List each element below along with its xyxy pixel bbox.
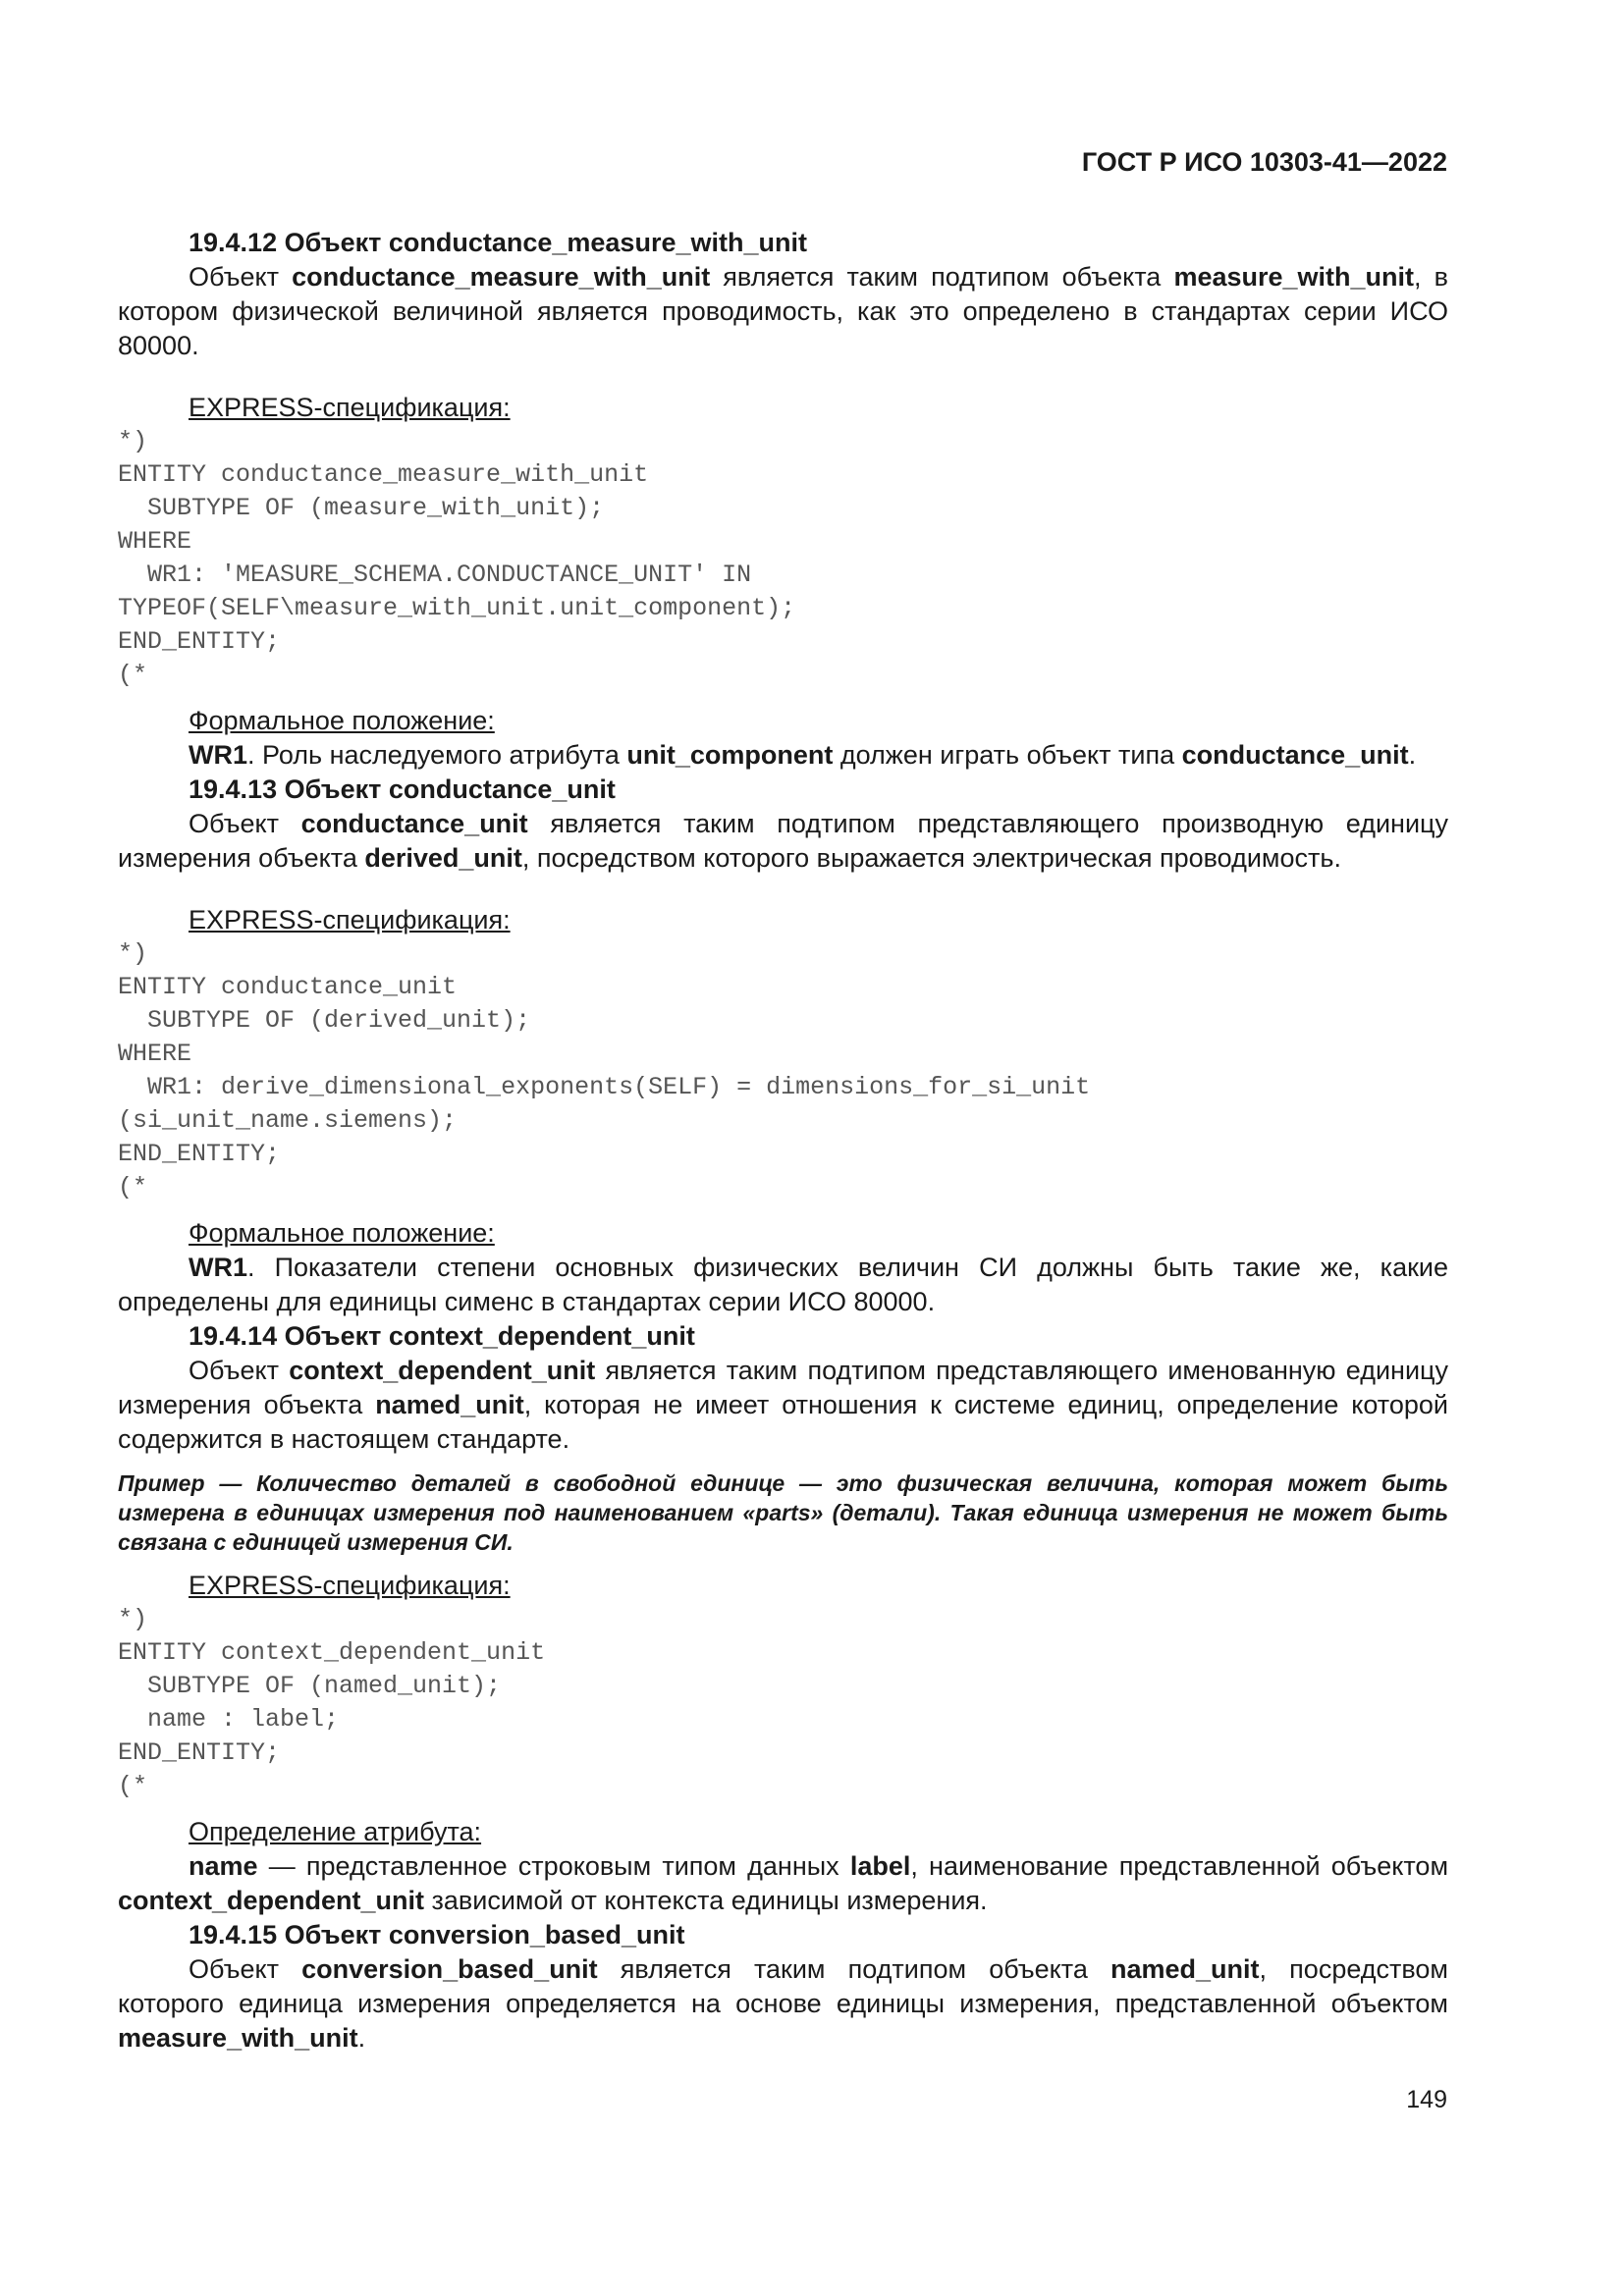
text-run: , которая не имеет отношения к системе единиц, определение которой содержится в настоящем стандарте.	[118, 1390, 1448, 1454]
section-heading-19-4-13: 19.4.13 Объект conductance_unit	[189, 774, 616, 804]
text-run: , в котором физической величиной является проводимость, как это определено в стандартах серии ИСО 80000.	[118, 262, 1448, 360]
formal-statement-label: Формальное положение:	[189, 706, 495, 735]
attribute-definition-label: Определение атрибута:	[189, 1817, 482, 1846]
formal-statement	[118, 1251, 1448, 1319]
example-note: Пример — Количество деталей в свободной единице — это физическая величина, которая может быть измерена в единицах измерения под наименованием «parts» (детали). Такая единица измерения не может быть связана с единицей измерения СИ.	[118, 1470, 1448, 1555]
text-run: .	[1408, 740, 1417, 770]
express-code-block: *) ENTITY context_dependent_unit SUBTYPE OF (named_unit); name : label; END_ENTITY; (*	[118, 1605, 546, 1800]
text-run: . Роль наследуемого атрибута	[247, 740, 627, 770]
text-run: Объект	[189, 262, 293, 292]
bold-term: name	[189, 1851, 258, 1881]
bold-term: context_dependent_unit	[118, 1886, 425, 1915]
bold-term: conductance_unit	[300, 809, 528, 838]
bold-term: named_unit	[375, 1390, 524, 1419]
text-run: , наименование представленной объектом	[910, 1851, 1448, 1881]
express-code-block: *) ENTITY conductance_measure_with_unit SUBTYPE OF (measure_with_unit); WHERE WR1: 'MEASURE_SCHEMA.CONDUCTANCE_UNIT' IN TYPEOF(SELF\measure_with_unit.unit_component); END_ENTITY; (*	[118, 427, 796, 689]
text-run: является таким подтипом представляющего именованную единицу измерения объекта	[118, 1356, 1448, 1419]
express-spec-label: EXPRESS-спецификация:	[189, 905, 511, 934]
text-run: Объект	[189, 1954, 302, 1984]
express-spec-label: EXPRESS-спецификация:	[189, 1571, 511, 1600]
bold-term: WR1	[189, 740, 247, 770]
bold-term: unit_component	[626, 740, 834, 770]
express-spec-label: EXPRESS-спецификация:	[189, 393, 511, 422]
express-code-block: *) ENTITY conductance_unit SUBTYPE OF (derived_unit); WHERE WR1: derive_dimensional_exponents(SELF) = dimensions_for_si_unit (si_unit_name.siemens); END_ENTITY; (*	[118, 939, 1091, 1201]
formal-statement-label: Формальное положение:	[189, 1218, 495, 1248]
text-run: . Показатели степени основных физических величин СИ должны быть такие же, какие определены для единицы сименс в стандартах серии ИСО 80000.	[118, 1253, 1448, 1316]
text-run: является таким подтипом объекта	[710, 262, 1174, 292]
bold-term: label	[849, 1851, 911, 1881]
bold-term: conductance_unit	[1181, 740, 1409, 770]
text-run: , посредством которого единица измерения определяется на основе единицы измерения, представленной объектом	[118, 1954, 1448, 2018]
text-run: является таким подтипом объекта	[597, 1954, 1111, 1984]
text-run: .	[357, 2023, 366, 2053]
attribute-definition	[118, 1849, 1448, 1918]
document-body	[118, 226, 1448, 2056]
text-run: , посредством которого выражается электрическая проводимость.	[521, 843, 1341, 873]
document-header: ГОСТ Р ИСО 10303-41—2022	[1081, 147, 1447, 177]
section-heading-19-4-12: 19.4.12 Объект conductance_measure_with_unit	[189, 228, 807, 257]
bold-term: named_unit	[1110, 1954, 1260, 1984]
section-paragraph-19-4-13	[118, 807, 1448, 876]
bold-term: WR1	[189, 1253, 247, 1282]
section-paragraph-19-4-14	[118, 1354, 1448, 1457]
bold-term: derived_unit	[364, 843, 522, 873]
section-paragraph-19-4-15	[118, 1952, 1448, 2056]
section-heading-19-4-14: 19.4.14 Объект context_dependent_unit	[189, 1321, 695, 1351]
text-run: зависимой от контекста единицы измерения.	[424, 1886, 988, 1915]
formal-statement	[118, 738, 1448, 773]
text-run: — представленное строковым типом данных	[257, 1851, 850, 1881]
section-paragraph-19-4-12	[118, 260, 1448, 363]
bold-term: conductance_measure_with_unit	[292, 262, 711, 292]
text-run: должен играть объект типа	[833, 740, 1182, 770]
text-run: является таким подтипом представляющего производную единицу измерения объекта	[118, 809, 1448, 873]
text-run: Объект	[189, 1356, 290, 1385]
bold-term: measure_with_unit	[118, 2023, 358, 2053]
bold-term: conversion_based_unit	[301, 1954, 598, 1984]
text-run: Объект	[189, 809, 301, 838]
section-heading-19-4-15: 19.4.15 Объект conversion_based_unit	[189, 1920, 685, 1949]
bold-term: context_dependent_unit	[289, 1356, 596, 1385]
page-number: 149	[1406, 2086, 1447, 2113]
bold-term: measure_with_unit	[1173, 262, 1415, 292]
